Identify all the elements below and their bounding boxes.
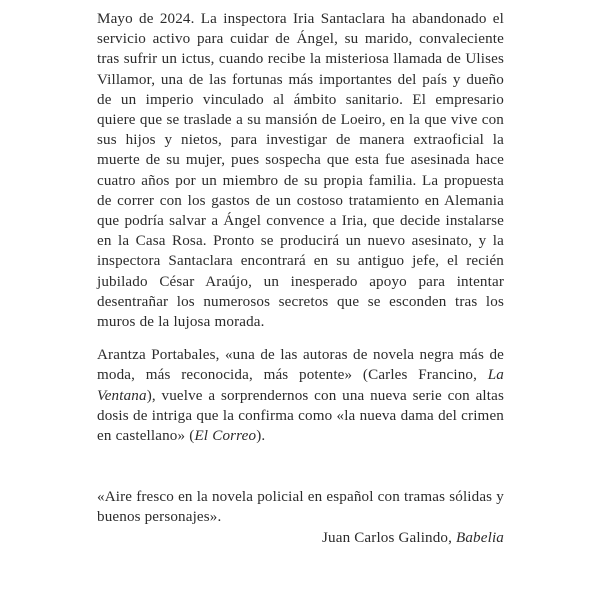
attribution-source: Babelia: [455, 529, 504, 546]
press-quote-segment-2: ), vuelve a sorprendernos con una nueva serie con altas dosis de intriga que la confirma como «la nueva dama del crimen en castellano» (: [97, 387, 504, 445]
radio-program-title-italic: La Ventana: [97, 367, 504, 404]
press-quote-segment-1: Arantza Portabales, «una de las autoras de novela negra más de moda, más reconocida, más potente» (Carles Francino,: [97, 347, 504, 384]
text-column: [97, 9, 504, 548]
synopsis-paragraph: Mayo de 2024. La inspectora Iria Santaclara ha abandonado el servicio activo para cuidar de Ángel, su marido, convaleciente tras sufrir un ictus, cuando recibe la misteriosa llamada de Ulises Villamor, una de las fortunas más importantes del país y dueño de un imperio vinculado al ámbito sanitario. El empresario quiere que se traslade a su mansión de Loeiro, en la que vive con sus hijos y nietos, para investigar de manera extraoficial la muerte de su mujer, pues sospecha que esta fue asesinada hace cuatro años por un miembro de su propia familia. La propuesta de correr con los gastos de un costoso tratamiento en Alemania que podría salvar a Ángel convence a Iria, que decide instalarse en la Casa Rosa. Pronto se producirá un nuevo asesinato, y la inspectora Santaclara encontrará en su antiguo jefe, el recién jubilado César Araújo, un inesperado apoyo para intentar desentrañar los numerosos secretos que se esconden tras los muros de la lujosa morada.: [97, 11, 504, 331]
press-quote-paragraph: [97, 345, 504, 446]
pull-quote-block: [97, 487, 504, 548]
attribution-author: Juan Carlos Galindo,: [322, 529, 456, 546]
press-quote-segment-3: ).: [256, 428, 266, 445]
newspaper-title-italic: El Correo: [194, 428, 257, 445]
pull-quote-text: «Aire fresco en la novela policial en español con tramas sólidas y buenos personajes».: [97, 489, 504, 526]
pull-quote-attribution: [97, 528, 504, 548]
